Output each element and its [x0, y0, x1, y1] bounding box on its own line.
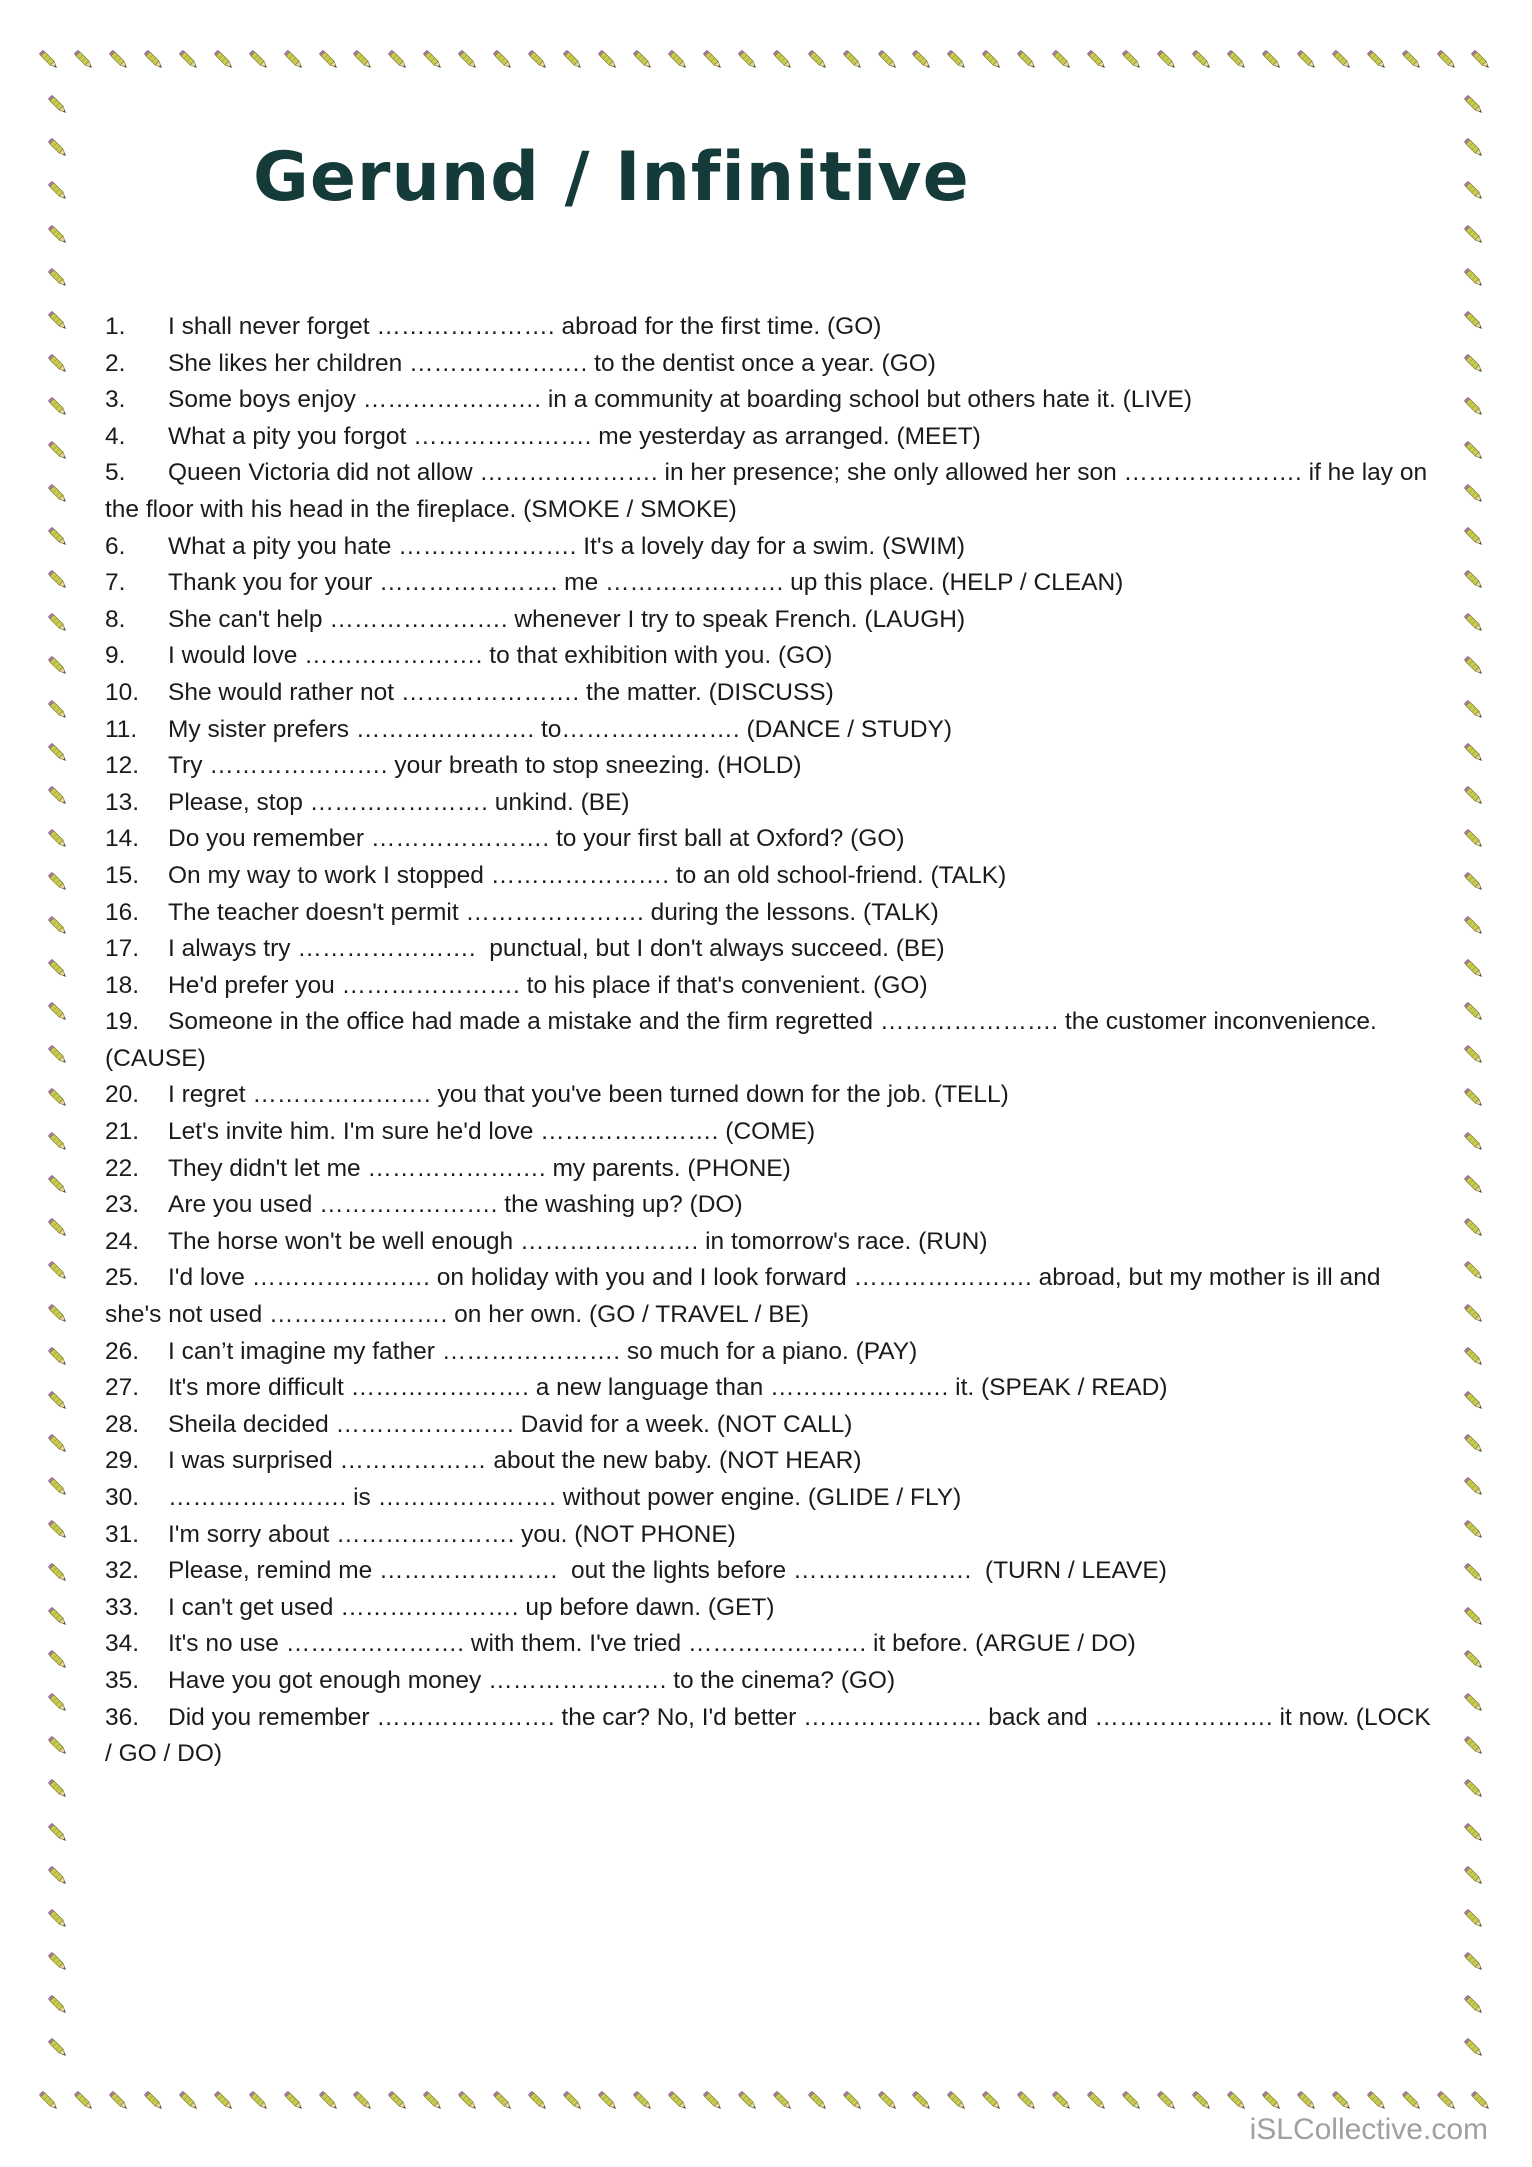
list-item	[105, 638, 1434, 675]
pencil-icon	[455, 2088, 482, 2115]
list-item	[105, 748, 1434, 785]
item-number: 17.	[105, 935, 140, 963]
pencil-icon	[71, 2088, 98, 2115]
list-item	[105, 1553, 1434, 1590]
pencil-icon	[281, 2088, 308, 2115]
pencil-icon	[246, 2088, 273, 2115]
pencil-icon	[1461, 913, 1488, 940]
list-item	[105, 1260, 1434, 1333]
list-item	[105, 1187, 1434, 1224]
pencil-icon	[1461, 869, 1488, 896]
pencil-icon	[1461, 1690, 1488, 1717]
pencil-icon	[385, 2088, 412, 2115]
pencil-icon	[1461, 1172, 1488, 1199]
list-item	[105, 1517, 1434, 1554]
pencil-icon	[1461, 1517, 1488, 1544]
pencil-icon	[525, 2088, 552, 2115]
pencil-icon	[45, 826, 72, 853]
list-item	[105, 1370, 1434, 1407]
pencil-icon	[1461, 265, 1488, 292]
item-text: It's no use …………………. with them. I've tried …………………. it before. (ARGUE / DO)	[168, 1630, 1136, 1658]
list-item	[105, 1077, 1434, 1114]
item-text: Have you got enough money …………………. to the cinema? (GO)	[168, 1666, 896, 1694]
pencil-icon	[45, 1388, 72, 1415]
pencil-icon	[141, 2088, 168, 2115]
pencil-icon	[1461, 740, 1488, 767]
item-number: 14.	[105, 825, 140, 853]
pencil-icon	[1461, 92, 1488, 119]
item-text: I always try …………………. punctual, but I don't always succeed. (BE)	[168, 935, 945, 963]
pencil-icon	[45, 1517, 72, 1544]
pencil-icon	[45, 351, 72, 378]
pencil-icon	[45, 1776, 72, 1803]
item-number: 11.	[105, 715, 138, 743]
pencil-icon	[1461, 956, 1488, 983]
pencil-icon	[1461, 783, 1488, 810]
item-number: 23.	[105, 1191, 140, 1219]
pencil-icon	[45, 783, 72, 810]
list-item	[105, 785, 1434, 822]
item-text: He'd prefer you …………………. to his place if that's convenient. (GO)	[168, 971, 928, 999]
item-number: 21.	[105, 1118, 140, 1146]
pencil-icon	[45, 1474, 72, 1501]
pencil-icon	[1461, 1949, 1488, 1976]
item-number: 32.	[105, 1557, 140, 1585]
item-number: 8.	[105, 605, 126, 633]
item-text: Some boys enjoy …………………. in a community at boarding school but others hate it. (LIVE)	[168, 386, 1192, 414]
item-text: Are you used …………………. the washing up? (DO)	[168, 1191, 743, 1219]
pencil-icon	[45, 1301, 72, 1328]
list-item	[105, 346, 1434, 383]
list-item	[105, 931, 1434, 968]
list-item	[105, 1590, 1434, 1627]
item-number: 18.	[105, 971, 140, 999]
pencil-icon	[805, 2088, 832, 2115]
pencil-icon	[909, 2088, 936, 2115]
item-text: I shall never forget …………………. abroad for the first time. (GO)	[168, 313, 882, 340]
pencil-icon	[45, 869, 72, 896]
list-item	[105, 1334, 1434, 1371]
list-item	[105, 858, 1434, 895]
pencil-icon	[1329, 2088, 1356, 2115]
pencil-icon	[45, 1863, 72, 1890]
pencil-icon	[45, 222, 72, 249]
item-number: 12.	[105, 752, 140, 780]
pencil-icon	[45, 92, 72, 119]
item-number: 27.	[105, 1374, 140, 1402]
list-item	[105, 895, 1434, 932]
pencil-icon	[1259, 2088, 1286, 2115]
pencil-icon	[45, 524, 72, 551]
pencil-icon	[45, 1258, 72, 1285]
pencil-icon	[979, 2088, 1006, 2115]
item-text: I was surprised ……………… about the new baby. (NOT HEAR)	[168, 1447, 862, 1475]
pencil-border-right	[1456, 92, 1492, 2063]
pencil-icon	[71, 47, 98, 74]
pencil-icon	[1434, 2088, 1461, 2115]
item-text: My sister prefers …………………. to…………………. (DANCE / STUDY)	[168, 715, 953, 743]
item-number: 26.	[105, 1337, 140, 1365]
pencil-icon	[1461, 481, 1488, 508]
pencil-icon	[1461, 653, 1488, 680]
pencil-icon	[1461, 1258, 1488, 1285]
item-text: I regret …………………. you that you've been turned down for the job. (TELL)	[168, 1081, 1009, 1109]
exercise-list	[105, 309, 1438, 1773]
pencil-icon	[45, 999, 72, 1026]
pencil-icon	[45, 1604, 72, 1631]
pencil-icon	[45, 481, 72, 508]
pencil-icon	[1461, 567, 1488, 594]
pencil-icon	[1461, 1820, 1488, 1847]
pencil-icon	[45, 1042, 72, 1069]
list-item	[105, 821, 1434, 858]
list-item	[105, 1407, 1434, 1444]
pencil-icon	[45, 1344, 72, 1371]
pencil-icon	[350, 2088, 377, 2115]
pencil-icon	[45, 1949, 72, 1976]
list-item	[105, 1700, 1438, 1773]
pencil-icon	[1461, 351, 1488, 378]
pencil-icon	[1461, 1863, 1488, 1890]
item-text: They didn't let me …………………. my parents. (PHONE)	[168, 1154, 791, 1182]
list-item	[105, 1663, 1434, 1700]
list-item	[105, 1004, 1434, 1077]
pencil-icon	[1461, 1647, 1488, 1674]
pencil-icon	[45, 1085, 72, 1112]
pencil-icon	[1461, 438, 1488, 465]
pencil-icon	[1224, 2088, 1251, 2115]
pencil-icon	[176, 2088, 203, 2115]
item-text: Did you remember …………………. the car? No, I'd better …………………. back and …………………. it now. (LOCK / GO / DO)	[105, 1703, 1438, 1768]
pencil-icon	[45, 1690, 72, 1717]
list-item	[105, 712, 1434, 749]
item-number: 1.	[105, 313, 126, 340]
pencil-icon	[1461, 1129, 1488, 1156]
pencil-icon	[944, 2088, 971, 2115]
pencil-icon	[45, 178, 72, 205]
item-number: 13.	[105, 788, 140, 816]
pencil-icon	[45, 265, 72, 292]
pencil-icon	[595, 2088, 622, 2115]
pencil-icon	[1461, 1431, 1488, 1458]
item-number: 24.	[105, 1227, 140, 1255]
item-number: 10.	[105, 678, 140, 706]
pencil-icon	[1461, 1215, 1488, 1242]
pencil-icon	[45, 697, 72, 724]
pencil-icon	[1461, 697, 1488, 724]
item-number: 15.	[105, 861, 140, 889]
pencil-icon	[211, 2088, 238, 2115]
pencil-icon	[1461, 1906, 1488, 1933]
item-number: 5.	[105, 459, 126, 487]
pencil-icon	[45, 1906, 72, 1933]
pencil-icon	[1461, 1604, 1488, 1631]
pencil-icon	[1461, 1301, 1488, 1328]
pencil-icon	[45, 394, 72, 421]
item-text: The teacher doesn't permit …………………. during the lessons. (TALK)	[168, 898, 939, 926]
item-text: The horse won't be well enough …………………. in tomorrow's race. (RUN)	[168, 1227, 988, 1255]
item-number: 3.	[105, 386, 126, 414]
pencil-icon	[1014, 2088, 1041, 2115]
pencil-icon	[840, 2088, 867, 2115]
footer-watermark: iSLCollective.com	[1249, 2113, 1488, 2146]
item-text: I can’t imagine my father …………………. so much for a piano. (PAY)	[168, 1337, 918, 1365]
pencil-icon	[875, 2088, 902, 2115]
pencil-icon	[1461, 610, 1488, 637]
list-item	[105, 455, 1434, 528]
item-number: 36.	[105, 1703, 140, 1731]
item-number: 35.	[105, 1666, 140, 1694]
item-text: Thank you for your …………………. me …………………. up this place. (HELP / CLEAN)	[168, 569, 1124, 597]
list-item	[105, 968, 1434, 1005]
pencil-icon	[45, 913, 72, 940]
list-item	[105, 1224, 1434, 1261]
item-text: I would love …………………. to that exhibition with you. (GO)	[168, 642, 833, 670]
pencil-icon	[45, 653, 72, 680]
pencil-border-left	[40, 92, 76, 2063]
pencil-icon	[1084, 2088, 1111, 2115]
item-text: Please, stop …………………. unkind. (BE)	[168, 788, 630, 816]
item-text: Try …………………. your breath to stop sneezing. (HOLD)	[168, 752, 802, 780]
pencil-icon	[36, 47, 63, 74]
pencil-icon	[630, 2088, 657, 2115]
worksheet-content	[105, 0, 1438, 1773]
item-text: …………………. is …………………. without power engine. (GLIDE / FLY)	[168, 1484, 962, 1511]
item-number: 4.	[105, 422, 126, 450]
pencil-icon	[45, 308, 72, 335]
item-number: 20.	[105, 1081, 140, 1109]
pencil-icon	[770, 2088, 797, 2115]
pencil-icon	[1399, 2088, 1426, 2115]
item-number: 29.	[105, 1447, 140, 1475]
pencil-icon	[1461, 1474, 1488, 1501]
item-text: I can't get used …………………. up before dawn. (GET)	[168, 1593, 775, 1621]
pencil-icon	[1364, 2088, 1391, 2115]
pencil-icon	[1461, 524, 1488, 551]
item-text: Sheila decided …………………. David for a week. (NOT CALL)	[168, 1410, 853, 1438]
list-item	[105, 309, 1434, 346]
item-number: 22.	[105, 1154, 140, 1182]
pencil-icon	[1461, 222, 1488, 249]
item-text: What a pity you hate …………………. It's a lovely day for a swim. (SWIM)	[168, 532, 966, 560]
list-item	[105, 529, 1434, 566]
item-text: I'm sorry about …………………. you. (NOT PHONE)	[168, 1520, 736, 1548]
item-number: 34.	[105, 1630, 140, 1658]
pencil-icon	[1461, 1733, 1488, 1760]
pencil-icon	[45, 567, 72, 594]
list-item	[105, 1151, 1434, 1188]
list-item	[105, 1114, 1434, 1151]
pencil-icon	[560, 2088, 587, 2115]
pencil-icon	[1461, 2035, 1488, 2062]
pencil-icon	[1434, 47, 1461, 74]
pencil-icon	[1461, 1388, 1488, 1415]
pencil-icon	[45, 1560, 72, 1587]
pencil-icon	[490, 2088, 517, 2115]
pencil-icon	[316, 2088, 343, 2115]
pencil-icon	[1461, 1042, 1488, 1069]
list-item	[105, 602, 1434, 639]
pencil-icon	[1461, 1344, 1488, 1371]
item-number: 25.	[105, 1264, 140, 1292]
pencil-icon	[1461, 826, 1488, 853]
pencil-icon	[45, 1992, 72, 2019]
item-text: Someone in the office had made a mistake and the firm regretted …………………. the customer inconvenience. (CAUSE)	[105, 1008, 1384, 1072]
item-number: 31.	[105, 1520, 140, 1548]
pencil-icon	[1189, 2088, 1216, 2115]
pencil-icon	[1461, 135, 1488, 162]
item-number: 19.	[105, 1008, 140, 1036]
pencil-icon	[1461, 1776, 1488, 1803]
pencil-icon	[1119, 2088, 1146, 2115]
pencil-icon	[1049, 2088, 1076, 2115]
pencil-icon	[1461, 999, 1488, 1026]
pencil-icon	[735, 2088, 762, 2115]
item-text: Please, remind me …………………. out the lights before …………………. (TURN / LEAVE)	[168, 1557, 1167, 1585]
item-text: Queen Victoria did not allow …………………. in her presence; she only allowed her son …………………. if he lay on the floor with his head in the fireplace. (SMOKE / SMOKE)	[105, 459, 1434, 523]
pencil-icon	[45, 2035, 72, 2062]
pencil-icon	[45, 1215, 72, 1242]
pencil-icon	[1468, 2088, 1495, 2115]
item-text: She would rather not …………………. the matter. (DISCUSS)	[168, 678, 834, 706]
pencil-icon	[45, 1733, 72, 1760]
pencil-icon	[45, 1172, 72, 1199]
list-item	[105, 565, 1434, 602]
worksheet-title: Gerund / Infinitive	[253, 138, 970, 217]
pencil-icon	[1461, 178, 1488, 205]
pencil-icon	[45, 956, 72, 983]
item-number: 2.	[105, 349, 126, 377]
list-item	[105, 1443, 1434, 1480]
item-text: Do you remember …………………. to your first ball at Oxford? (GO)	[168, 825, 905, 853]
list-item	[105, 419, 1434, 456]
list-item	[105, 382, 1434, 419]
pencil-icon	[45, 1129, 72, 1156]
item-text: It's more difficult …………………. a new language than …………………. it. (SPEAK / READ)	[168, 1374, 1168, 1402]
list-item	[105, 675, 1434, 712]
item-number: 28.	[105, 1410, 140, 1438]
item-number: 33.	[105, 1593, 140, 1621]
pencil-icon	[1461, 1992, 1488, 2019]
pencil-icon	[1154, 2088, 1181, 2115]
pencil-icon	[420, 2088, 447, 2115]
pencil-icon	[700, 2088, 727, 2115]
item-number: 7.	[105, 569, 126, 597]
item-text: She can't help …………………. whenever I try to speak French. (LAUGH)	[168, 605, 966, 633]
pencil-icon	[45, 610, 72, 637]
pencil-icon	[45, 135, 72, 162]
item-text: Let's invite him. I'm sure he'd love …………………. (COME)	[168, 1118, 816, 1146]
item-text: What a pity you forgot …………………. me yesterday as arranged. (MEET)	[168, 422, 981, 450]
item-number: 16.	[105, 898, 140, 926]
pencil-icon	[45, 438, 72, 465]
pencil-icon	[1468, 47, 1495, 74]
pencil-icon	[1461, 394, 1488, 421]
pencil-icon	[45, 1820, 72, 1847]
pencil-icon	[36, 2088, 63, 2115]
item-text: I'd love …………………. on holiday with you and I look forward …………………. abroad, but my mother is ill and she's not used …………………. on her own. (GO / TRAVEL / BE)	[105, 1264, 1388, 1329]
pencil-icon	[45, 1431, 72, 1458]
pencil-icon	[106, 2088, 133, 2115]
pencil-icon	[1461, 1085, 1488, 1112]
item-number: 30.	[105, 1484, 140, 1511]
item-number: 9.	[105, 642, 126, 670]
pencil-icon	[45, 740, 72, 767]
pencil-icon	[1461, 1560, 1488, 1587]
item-number: 6.	[105, 532, 126, 560]
list-item	[105, 1626, 1434, 1663]
pencil-icon	[1461, 308, 1488, 335]
item-text: On my way to work I stopped …………………. to an old school-friend. (TALK)	[168, 861, 1007, 889]
pencil-icon	[1294, 2088, 1321, 2115]
list-item	[105, 1480, 1434, 1517]
pencil-icon	[45, 1647, 72, 1674]
item-text: She likes her children …………………. to the dentist once a year. (GO)	[168, 349, 936, 377]
pencil-icon	[665, 2088, 692, 2115]
